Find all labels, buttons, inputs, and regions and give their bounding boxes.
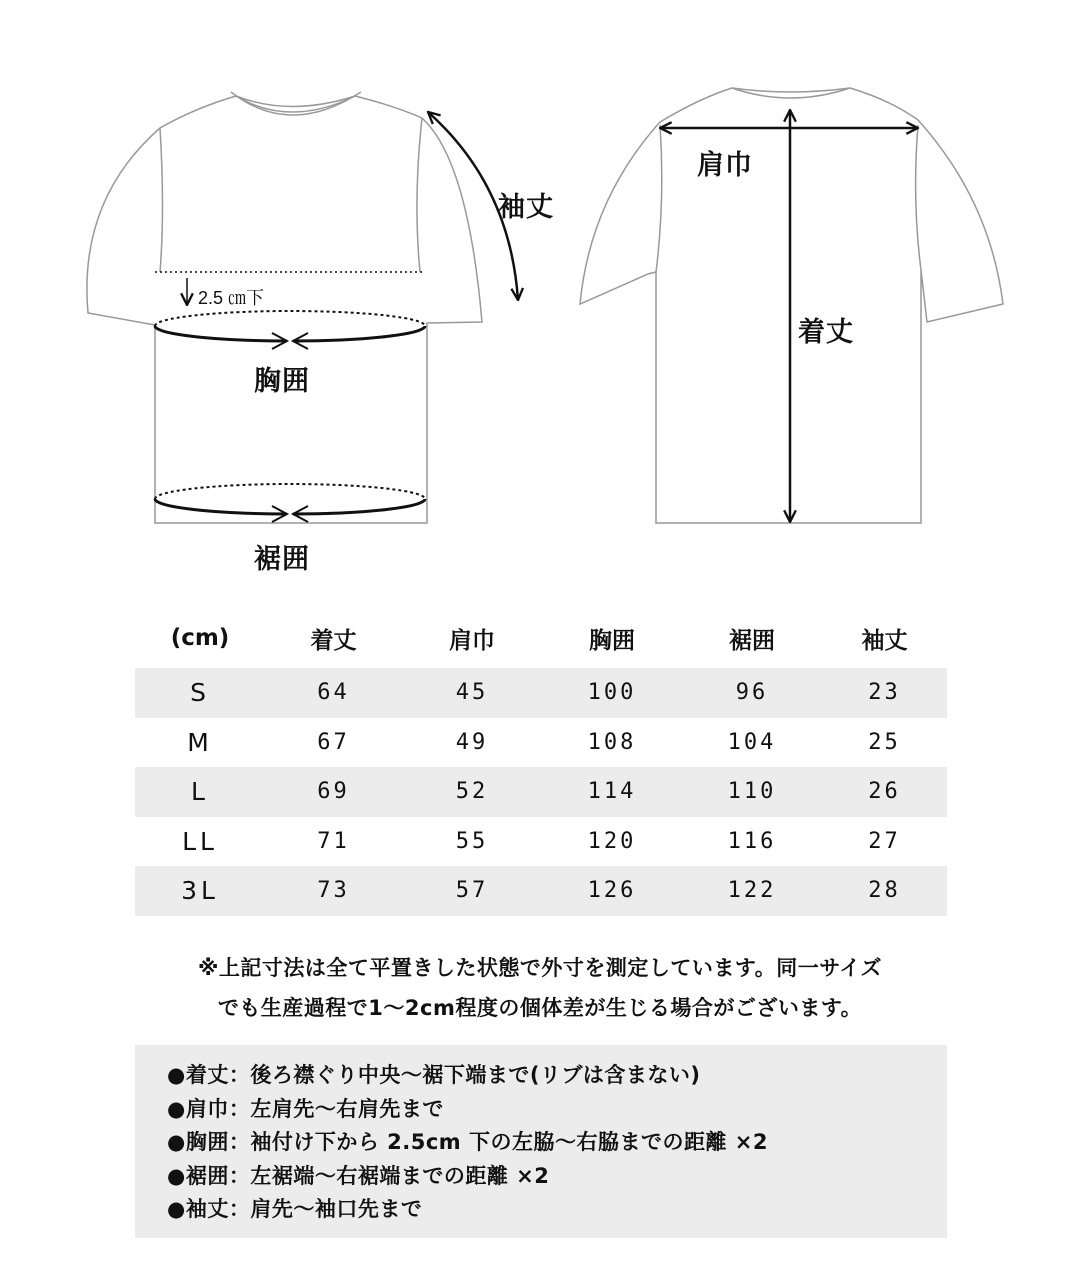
- table-header-row: [135, 608, 947, 668]
- chest-ellipse-front-right: [293, 326, 425, 341]
- table-cell: 73: [265, 866, 402, 916]
- table-cell: 25: [868, 729, 901, 755]
- measurement-diagram: [0, 0, 1080, 600]
- table-cell: 104: [727, 729, 777, 755]
- table-cell: 26: [822, 767, 947, 817]
- sleeve-length-label: 袖丈: [498, 192, 554, 223]
- table-cell: 96: [682, 668, 822, 718]
- back-tshirt-outline: [580, 88, 1003, 523]
- body-length-label: 着丈: [798, 317, 854, 348]
- table-cell: 28: [822, 866, 947, 916]
- chest-label: 胸囲: [254, 366, 310, 397]
- table-cell: 49: [455, 729, 489, 755]
- table-cell: 57: [402, 866, 542, 916]
- front-tshirt-outline: [87, 92, 482, 523]
- measurement-note-line-2: でも生産過程で1〜2cm程度の個体差が生じる場合がございます。: [217, 996, 863, 1020]
- table-cell: 69: [265, 767, 402, 817]
- definition-item: ●袖丈：肩先〜袖口先まで: [167, 1197, 423, 1221]
- chest-ellipse-back: [155, 311, 425, 326]
- definition-item: ●着丈：後ろ襟ぐり中央〜裾下端まで(リブは含まない): [167, 1063, 701, 1087]
- table-cell: 64: [265, 668, 402, 718]
- table-cell: 55: [455, 828, 489, 854]
- table-row: [135, 817, 947, 867]
- column-header: 胸囲: [589, 627, 635, 654]
- table-row: [135, 718, 947, 768]
- table-cell: 100: [542, 668, 682, 718]
- column-header: 袖丈: [861, 627, 908, 654]
- offset-note: 2.5 ㎝下: [198, 288, 265, 308]
- table-cell: 67: [317, 729, 350, 755]
- table-cell: 110: [682, 767, 822, 817]
- size-cell: L: [135, 767, 265, 817]
- shoulder-width-label: 肩巾: [697, 150, 753, 181]
- hem-ellipse-front-left: [155, 499, 287, 514]
- definition-item: ●胸囲：袖付け下から 2.5cm 下の左脇〜右脇までの距離 ×2: [167, 1130, 768, 1154]
- hem-ellipse-front-right: [293, 499, 425, 514]
- table-cell: 52: [402, 767, 542, 817]
- table-cell: 27: [868, 828, 901, 854]
- unit-header: (cm): [170, 625, 230, 651]
- size-table: [135, 608, 947, 916]
- column-header: 着丈: [310, 627, 357, 654]
- column-header: 肩巾: [449, 627, 495, 654]
- chest-ellipse-front-left: [155, 326, 287, 341]
- table-cell: 120: [587, 828, 637, 854]
- size-cell: LL: [182, 826, 218, 856]
- measurement-definitions: [135, 1045, 947, 1238]
- column-header: 裾囲: [729, 627, 775, 654]
- table-row: [135, 767, 947, 817]
- table-cell: 45: [402, 668, 542, 718]
- definition-item: ●肩巾：左肩先〜右肩先まで: [167, 1096, 444, 1121]
- hem-ellipse-back: [155, 484, 425, 499]
- size-cell: S: [135, 668, 265, 718]
- tshirt-illustrations: [0, 0, 1080, 600]
- measurement-note-line-1: ※上記寸法は全て平置きした状態で外寸を測定しています。同一サイズ: [197, 956, 883, 980]
- table-row: [135, 866, 947, 916]
- size-cell: 3L: [135, 866, 265, 916]
- table-cell: 122: [682, 866, 822, 916]
- hem-label: 裾囲: [254, 544, 310, 575]
- size-cell: M: [187, 727, 213, 757]
- table-cell: 116: [727, 828, 777, 854]
- table-row: [135, 668, 947, 718]
- table-cell: 126: [542, 866, 682, 916]
- table-cell: 23: [822, 668, 947, 718]
- table-cell: 71: [317, 828, 350, 854]
- table-cell: 114: [542, 767, 682, 817]
- table-cell: 108: [587, 729, 637, 755]
- definition-item: ●裾囲：左裾端〜右裾端までの距離 ×2: [167, 1163, 550, 1188]
